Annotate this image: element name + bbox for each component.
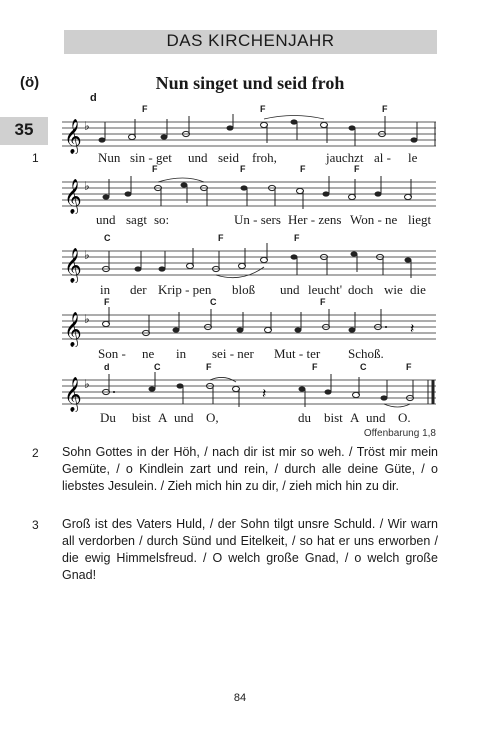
verse-number-1: 1 [32, 151, 39, 165]
text-label: bist [132, 410, 151, 425]
text-label: Du [100, 410, 116, 425]
verse-text-3: Groß ist des Vaters Huld, / der Sohn tilgt unsre Schuld. / Wir warn all verdorben / durch Sünd und Eitelkeit, / so hat er uns erworben / die ewig Himmelsfreud. / O welch große Gnad, / o welch große Gnad! [62, 517, 438, 582]
chord: F [260, 104, 266, 114]
lyric-line-3 [62, 282, 436, 298]
text-label: O. [398, 410, 411, 425]
text-label: sei - ner [212, 346, 254, 361]
text-label: C [360, 362, 367, 372]
svg-text:𝄞: 𝄞 [64, 119, 82, 154]
text-label: A [350, 410, 360, 425]
song-title: Nun singet und seid froh [155, 73, 345, 93]
text-label: Her - zens [288, 212, 342, 227]
text-label: d [104, 362, 110, 372]
text-label: F [104, 297, 110, 307]
text-label: A [158, 410, 168, 425]
text-label: und [188, 150, 208, 165]
lyric-line-4 [62, 346, 436, 362]
text-label: F [152, 164, 158, 174]
text-label: und [280, 282, 300, 297]
text-label: bist [324, 410, 343, 425]
lyric-line-2 [62, 212, 436, 228]
music-staff-5 [62, 372, 436, 412]
chord: F [382, 104, 388, 114]
text-label: seid [218, 150, 239, 165]
text-label: Nun [98, 150, 121, 165]
text-label: liegt [408, 212, 432, 227]
svg-text:♭: ♭ [84, 248, 90, 262]
text-label: al - [374, 150, 391, 165]
music-staff-3 [62, 243, 436, 283]
text-label: doch [348, 282, 374, 297]
chord: d [90, 92, 97, 104]
svg-text:♭: ♭ [84, 377, 90, 391]
text-label: Mut - ter [274, 346, 321, 361]
text-label: F [354, 164, 360, 174]
text-label: F [294, 233, 300, 243]
text-label: C [154, 362, 161, 372]
text-label: C [104, 233, 111, 243]
text-label: O, [206, 410, 219, 425]
text-label: sagt [126, 212, 147, 227]
text-label: sin - get [130, 150, 172, 165]
song-number: 35 [14, 120, 34, 139]
page-number: 84 [233, 692, 247, 704]
text-label: F [312, 362, 318, 372]
music-staff-4 [62, 307, 436, 347]
text-label: du [298, 410, 311, 425]
text-label: Won - ne [350, 212, 398, 227]
lyric-line-5 [62, 410, 436, 426]
text-label: bloß [232, 282, 256, 297]
text-label: Schoß. [348, 346, 384, 361]
text-label: F [406, 362, 412, 372]
text-label: der [130, 282, 147, 297]
text-label: froh, [252, 150, 277, 165]
text-label: F [300, 164, 306, 174]
text-label: leucht' [308, 282, 343, 297]
svg-text:♭: ♭ [84, 312, 90, 326]
text-label: und [366, 410, 386, 425]
verse-number-2: 2 [32, 446, 39, 460]
text-label: die [410, 282, 426, 297]
text-label: F [218, 233, 224, 243]
text-label: le [408, 150, 418, 165]
svg-text:𝄽: 𝄽 [262, 386, 267, 402]
text-label: in [176, 346, 187, 361]
verse-text-2: Sohn Gottes in der Höh, / nach dir ist mir so weh. / Tröst mir mein Gemüte, / o Kindlein zart und rein, / durch alle deine Güte, / o liebstes Jesulein. / Zieh mich hin zu dir, / zieh mich hin zu dir. [62, 445, 438, 493]
svg-text:𝄞: 𝄞 [64, 248, 82, 283]
section-title: DAS KIRCHENJAHR [166, 31, 335, 50]
svg-text:𝄞: 𝄞 [64, 179, 82, 214]
verse-number-3: 3 [32, 518, 39, 532]
text-label: wie [384, 282, 403, 297]
svg-text:𝄞: 𝄞 [64, 377, 82, 412]
text-label: und [174, 410, 194, 425]
svg-text:♭: ♭ [84, 119, 90, 133]
text-label: jauchzt [326, 150, 364, 165]
text-label: und [96, 212, 116, 227]
chord: F [142, 104, 148, 114]
text-label: in [100, 282, 111, 297]
svg-text:𝄞: 𝄞 [64, 312, 82, 347]
text-label: F [206, 362, 212, 372]
text-label: Krip - pen [158, 282, 212, 297]
text-label: ne [142, 346, 155, 361]
song-mark: (ö) [20, 74, 40, 91]
svg-text:𝄽: 𝄽 [410, 321, 415, 337]
music-staff-2 [62, 174, 436, 214]
text-label: F [240, 164, 246, 174]
bible-reference: Offenbarung 1,8 [363, 428, 436, 439]
svg-text:♭: ♭ [84, 179, 90, 193]
text-label: C [210, 297, 217, 307]
text-label: F [320, 297, 326, 307]
text-label: Son - [98, 346, 126, 361]
text-label: so: [154, 212, 170, 227]
music-staff-1 [62, 114, 436, 154]
text-label: Un - sers [234, 212, 281, 227]
